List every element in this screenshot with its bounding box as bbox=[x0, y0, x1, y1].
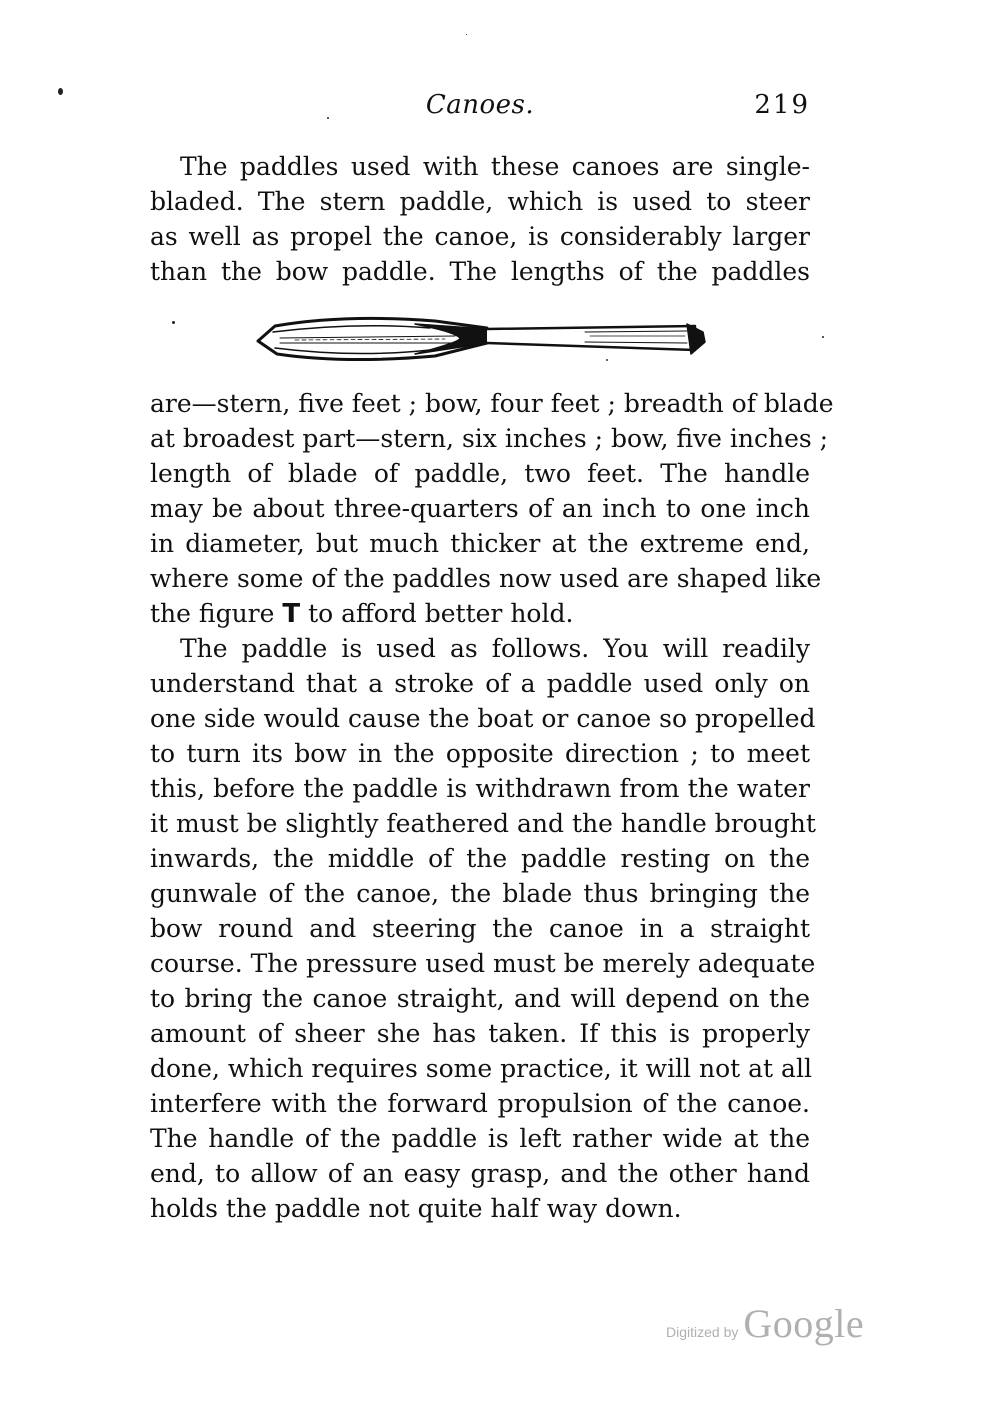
text-fragment: the figure bbox=[150, 599, 275, 628]
text-line: bow round and steering the canoe in a straight bbox=[150, 914, 810, 943]
running-title: Canoes. bbox=[425, 90, 535, 120]
text-line: course. The pressure used must be merely adequate bbox=[150, 949, 816, 978]
digitized-by-label: Digitized by bbox=[666, 1324, 739, 1340]
scan-speck bbox=[466, 34, 467, 35]
scan-speck bbox=[58, 88, 63, 95]
google-digitized-watermark bbox=[666, 1300, 864, 1346]
text-line: holds the paddle not quite half way down. bbox=[150, 1194, 682, 1223]
text-line: to turn its bow in the opposite direction ; to meet bbox=[150, 739, 810, 768]
paddle-illustration bbox=[255, 312, 710, 367]
google-logo: Google bbox=[743, 1301, 865, 1346]
paragraph-paddles-intro bbox=[150, 149, 810, 289]
text-line-with-figure bbox=[150, 596, 810, 632]
text-line: one side would cause the boat or canoe so propelled bbox=[150, 704, 816, 733]
text-line: bladed. The stern paddle, which is used to steer bbox=[150, 187, 810, 216]
scan-speck bbox=[327, 117, 329, 119]
text-line: as well as propel the canoe, is considerably larger bbox=[150, 222, 810, 251]
paragraph-paddle-dimensions bbox=[150, 386, 834, 632]
text-line: The paddles used with these canoes are single- bbox=[180, 152, 810, 181]
paragraph-paddle-usage bbox=[150, 631, 816, 1226]
text-line: to bring the canoe straight, and will depend on the bbox=[150, 984, 810, 1013]
text-line: where some of the paddles now used are shaped like bbox=[150, 564, 822, 593]
text-line: end, to allow of an easy grasp, and the other hand bbox=[150, 1159, 810, 1188]
text-line: than the bow paddle. The lengths of the paddles bbox=[150, 257, 810, 286]
text-fragment: to afford better hold. bbox=[308, 599, 574, 628]
text-line: understand that a stroke of a paddle used only on bbox=[150, 669, 810, 698]
scan-speck bbox=[172, 321, 175, 324]
text-line: The paddle is used as follows. You will readily bbox=[180, 634, 810, 663]
text-line: in diameter, but much thicker at the extreme end, bbox=[150, 529, 810, 558]
text-line: inwards, the middle of the paddle resting on the bbox=[150, 844, 810, 873]
page-header bbox=[150, 90, 810, 130]
scan-speck bbox=[822, 336, 824, 338]
tee-shape-glyph: T bbox=[282, 599, 301, 629]
text-line: done, which requires some practice, it will not at all bbox=[150, 1054, 812, 1083]
text-line: length of blade of paddle, two feet. The handle bbox=[150, 459, 810, 488]
text-line: gunwale of the canoe, the blade thus bringing the bbox=[150, 879, 810, 908]
text-line: amount of sheer she has taken. If this is properly bbox=[150, 1019, 810, 1048]
text-line: interfere with the forward propulsion of the canoe. bbox=[150, 1089, 810, 1118]
page-number: 219 bbox=[754, 90, 810, 120]
text-line: this, before the paddle is withdrawn from the water bbox=[150, 774, 810, 803]
text-line: may be about three-quarters of an inch to one inch bbox=[150, 494, 810, 523]
text-line: are—stern, five feet ; bow, four feet ; breadth of blade bbox=[150, 389, 834, 418]
text-line: at broadest part—stern, six inches ; bow, five inches ; bbox=[150, 424, 829, 453]
text-line: The handle of the paddle is left rather wide at the bbox=[150, 1124, 810, 1153]
text-line: it must be slightly feathered and the handle brought bbox=[150, 809, 816, 838]
